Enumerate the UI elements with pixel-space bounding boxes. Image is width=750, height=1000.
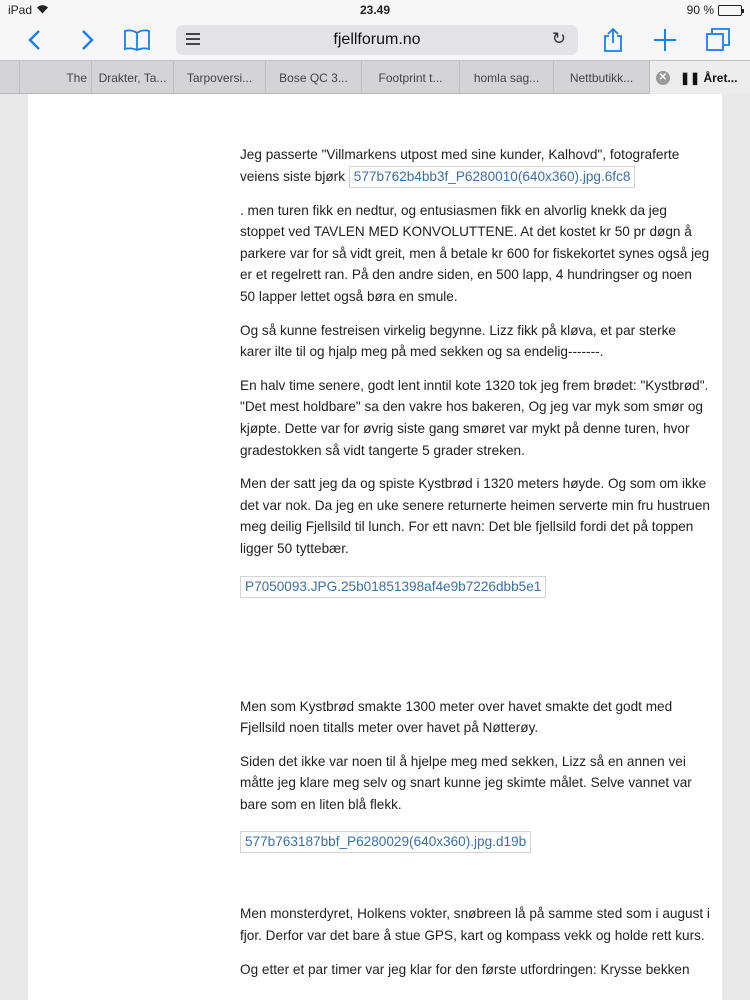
spacer (240, 865, 710, 903)
chevron-right-icon[interactable] (76, 24, 100, 56)
paragraph: Men der satt jeg da og spiste Kystbrød i 1320 meters høyde. Og som om ikke det var nok. Da jeg en uke senere returnerte heimen serverte min fru hustruen meg deilig Fjellsild til lunch. For ett navn: Det ble fjellsild fordi det på toppen ligger 50 tyttebær. (240, 476, 710, 556)
paragraph: Men monsterdyret, Holkens vokter, snøbreen lå på samme sted som i august i fjor. Derfor var det bare å stue GPS, kart og kompass vekk og holde rett kurs. (240, 906, 710, 944)
url-text: fjellforum.no (333, 31, 421, 48)
image-placeholder-link[interactable]: 577b763187bbf_P6280029(640x360).jpg.d19b (240, 831, 531, 853)
web-page (28, 94, 722, 1000)
clock: 23.49 (359, 3, 391, 17)
paragraph: Siden det ikke var noen til å hjelpe meg med sekken, Lizz så en annen vei måtte jeg klare meg selv og snart kunne jeg skimte målet. Selve vannet var bare som en liten blå flekk. (240, 753, 692, 812)
browser-toolbar (0, 20, 750, 60)
tab-item[interactable]: Drakter, Ta... (92, 61, 174, 94)
battery-percent: 90 % (686, 3, 714, 17)
status-bar (0, 0, 750, 20)
spacer (240, 610, 710, 696)
paragraph: . men turen fikk en nedtur, og entusiasmen fikk en alvorlig knekk da jeg stoppet ved TAVLEN MED KONVOLUTTENE. At det kostet kr 50 pr døgn å parkere var for så vidt greit, men å betale kr 600 for fiskekortet synes også jeg er et regelrett ran. På den andre siden, en 500 lapp, 4 hundringser og noen 50 lapper lettet også børa en smule. (240, 202, 710, 304)
share-icon[interactable] (600, 24, 626, 56)
image-placeholder-link[interactable]: 577b762b4bb3f_P6280010(640x360).jpg.6fc8 (349, 166, 636, 188)
plus-icon[interactable] (652, 24, 678, 56)
tab-item[interactable]: The (20, 61, 92, 94)
paragraph: Men som Kystbrød smakte 1300 meter over havet smakte det godt med Fjellsild noen titalls meter over havet på Nøtterøy. (240, 698, 673, 736)
device-label: iPad (8, 3, 33, 17)
article-body (240, 144, 710, 992)
paragraph-text: Jeg passerte "Villmarkens utpost med sine kunder, Kalhovd", fotograferte veiens siste bjørk (240, 147, 680, 184)
tab-item[interactable]: Nettbutikk... (554, 61, 650, 94)
image-placeholder-link[interactable]: P7050093.JPG.25b01851398af4e9b7226dbb5e1 (240, 576, 546, 598)
tabs-icon[interactable] (704, 24, 732, 56)
tab-active[interactable] (650, 61, 750, 94)
tab-item[interactable]: Tarpoversi... (174, 61, 266, 94)
tab-bar (0, 60, 750, 94)
close-icon[interactable]: ✕ (656, 71, 670, 85)
tab-item[interactable]: Bose QC 3... (266, 61, 362, 94)
chevron-left-icon[interactable] (22, 24, 46, 56)
tab-item[interactable]: homla sag... (460, 61, 554, 94)
paragraph: En halv time senere, godt lent inntil kote 1320 tok jeg frem brødet: "Kystbrød". "Det mest holdbare" sa den vakre hos bakeren, Og jeg var myk som smør og kjøpte. Dette var for øvrig siste gang smøret var mykt på denne turen, hvor gradestokken så vidt tangerte 5 grader streken. (240, 377, 709, 458)
battery-icon (718, 5, 742, 16)
book-icon[interactable] (122, 24, 152, 56)
paragraph: Og så kunne festreisen virkelig begynne. Lizz fikk på kløva, et par sterke karer ilte til og hjalp meg på med sekken og sa endelig-------. (240, 322, 676, 360)
paragraph: Og etter et par timer var jeg klar for den første utfordringen: Krysse bekken (240, 961, 690, 977)
tab-item[interactable]: Footprint t... (362, 61, 460, 94)
tab-active-label: ❚❚ Året... (680, 70, 738, 85)
address-bar[interactable] (176, 25, 578, 55)
tab-hidden[interactable] (0, 61, 20, 94)
reload-icon[interactable]: ↻ (551, 29, 566, 48)
paragraph (240, 144, 710, 188)
